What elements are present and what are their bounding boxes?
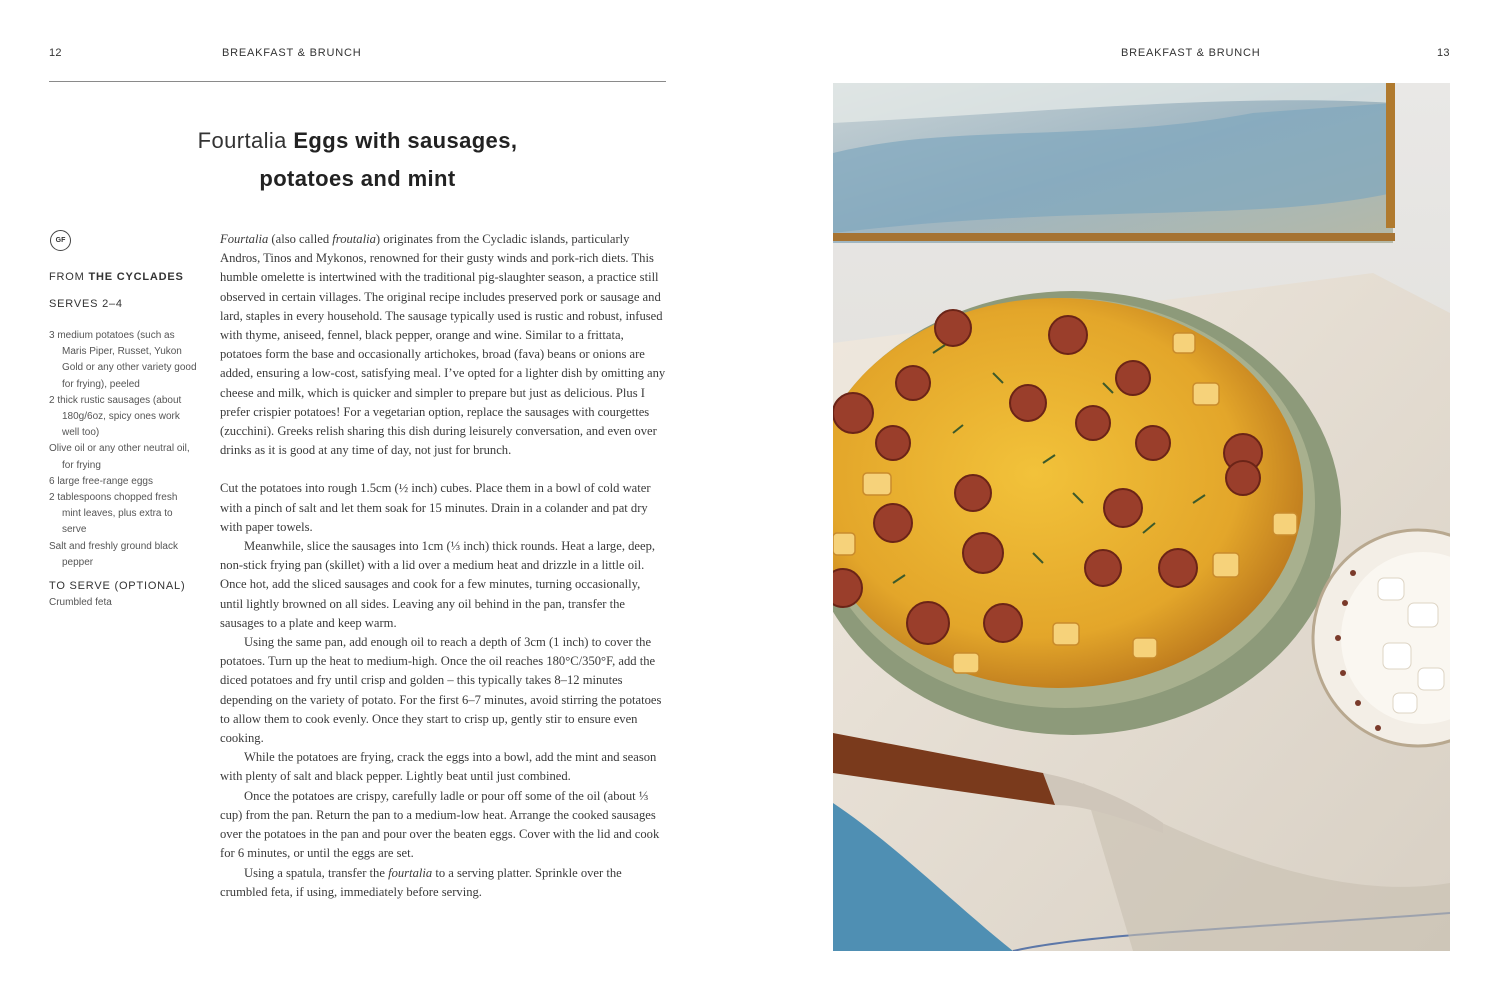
method-step: Meanwhile, slice the sausages into 1cm (⅓ inch) thick rounds. Heat a large, deep, non-stick frying pan (skillet) with a lid over a medium heat and drizzle in a little oil. Once hot, add the sliced sausages and cook for a few minutes, turning occasionally, until lightly browned on all sides. Leaving any oil behind in the pan, transfer the sausages to a plate and keep warm.	[220, 539, 656, 630]
recipe-title-greek: Fourtalia	[197, 128, 287, 153]
origin-label	[49, 271, 184, 283]
to-serve-heading: TO SERVE (OPTIONAL)	[49, 580, 186, 592]
method-step-final	[220, 864, 666, 902]
gluten-free-badge-icon: GF	[50, 230, 71, 251]
method-step: Using the same pan, add enough oil to reach a depth of 3cm (1 inch) to cover the potatoes. Turn up the heat to medium-high. Once the oil reaches 180°C/350°F, add the diced potatoes and fry until crisp and golden – this typically takes 8–12 minutes depending on the variety of potato. For the first 6–7 minutes, avoid stirring the potatoes to allow them to cook evenly. Once they start to crisp up, gently stir to ensure even cooking.	[220, 635, 662, 746]
to-serve-item: Crumbled feta	[49, 597, 112, 608]
recipe-title-english-1: Eggs with sausages,	[293, 128, 518, 153]
header-rule	[49, 81, 666, 82]
method-dish-name: fourtalia	[388, 865, 433, 880]
page-number-left: 12	[49, 47, 62, 59]
method-step: Cut the potatoes into rough 1.5cm (½ inch) cubes. Place them in a bowl of cold water with a pinch of salt and let them soak for 15 minutes. Drain in a colander and pat dry with paper towels.	[220, 481, 651, 534]
ingredient-list	[49, 328, 199, 571]
recipe-title	[49, 122, 666, 198]
recipe-body	[220, 230, 666, 902]
ingredient-item: 2 thick rustic sausages (about 180g/6oz, spicy ones work well too)	[49, 394, 182, 439]
recipe-title-english-2: potatoes and mint	[259, 166, 456, 191]
ingredient-item: Salt and freshly ground black pepper	[49, 540, 178, 568]
serves-label: SERVES 2–4	[49, 298, 123, 310]
page-number-right: 13	[1437, 47, 1450, 59]
ingredient-item: 3 medium potatoes (such as Maris Piper, Russet, Yukon Gold or any other variety good for frying), peeled	[49, 330, 197, 390]
intro-text: ) originates from the Cycladic islands, particularly Andros, Tinos and Mykonos, renowned for their gusty winds and pork-rich diets. This humble omelette is intertwined with the traditional pig-slaughter season, a practice still observed in certain villages. The original recipe includes preserved pork or sausage and lard, staples in every household. The sausage typically used is rustic and robust, infused with thyme, aniseed, fennel, black pepper, orange and wine. Similar to a frittata, potatoes form the base and occasionally artichokes, broad (fava) beans or onions are added, ensuring a low-cost, satisfying meal. I’ve opted for a lighter dish by omitting any cheese and milk, which is quicker and simpler to prepare but just as delicious. Plus I prefer crispier potatoes! For a vegetarian option, replace the sausages with courgettes (zucchini). Greeks relish sharing this dish during leisurely conversation, and even over drinks as it is good at any time of day, not just for brunch.	[220, 232, 666, 458]
running-head-left: BREAKFAST & BRUNCH	[222, 47, 362, 59]
method-step: Once the potatoes are crispy, carefully ladle or pour off some of the oil (about ⅓ cup) from the pan. Return the pan to a medium-low heat. Arrange the cooked sausages over the potatoes in the pan and pour over the beaten eggs. Cover with the lid and cook for 6 minutes, or until the eggs are set.	[220, 788, 660, 861]
intro-alt-name: froutalia	[332, 232, 376, 246]
origin-region: THE CYCLADES	[88, 271, 184, 283]
ingredient-item: 6 large free-range eggs	[49, 475, 153, 487]
recipe-intro	[220, 230, 666, 460]
ingredient-item: 2 tablespoons chopped fresh mint leaves, plus extra to serve	[49, 492, 178, 536]
intro-dish-name: Fourtalia	[220, 232, 269, 246]
running-head-right: BREAKFAST & BRUNCH	[1121, 47, 1261, 59]
method-text: Using a spatula, transfer the	[244, 865, 389, 880]
intro-text: (also called	[268, 232, 333, 246]
method-text: to a serving platter. Sprinkle over the crumbled feta, if using, immediately before serving.	[220, 865, 622, 899]
method-step: While the potatoes are frying, crack the eggs into a bowl, add the mint and season with plenty of salt and black pepper. Lightly beat until just combined.	[220, 750, 657, 784]
origin-prefix: FROM	[49, 271, 85, 283]
ingredient-item: Olive oil or any other neutral oil, for frying	[49, 443, 190, 471]
frittata-photo-icon	[833, 83, 1450, 951]
